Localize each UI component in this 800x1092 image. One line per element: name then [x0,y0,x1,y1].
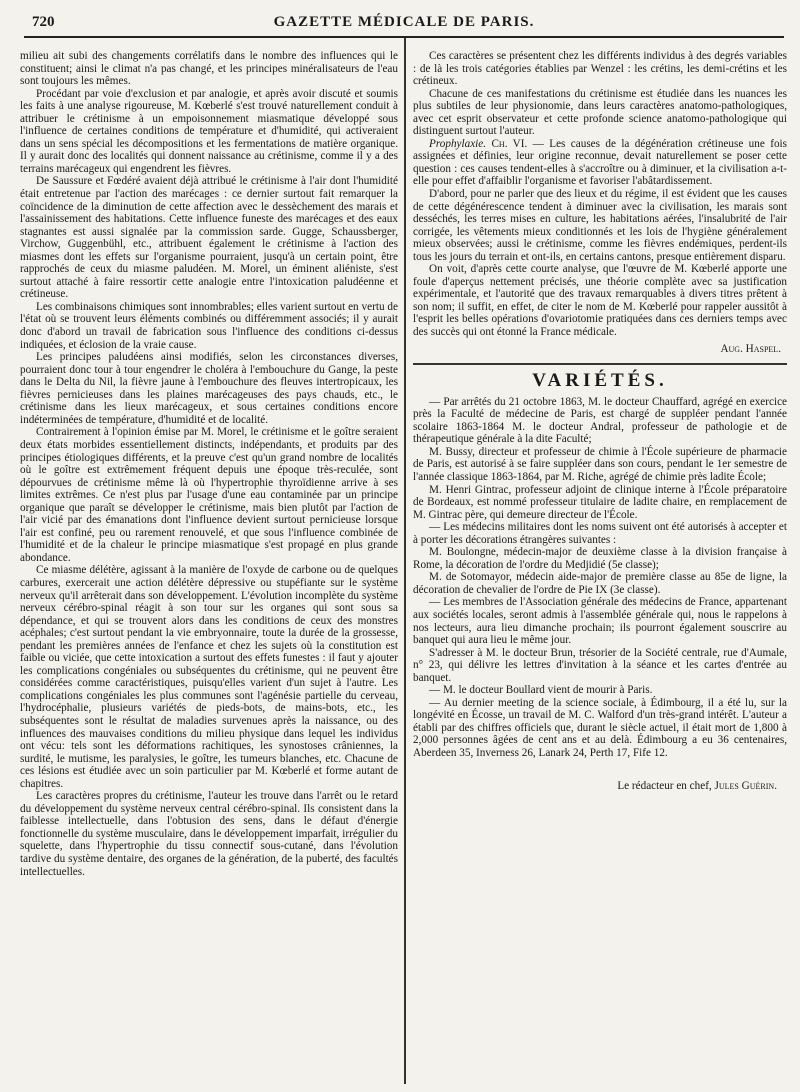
right-column [413,50,787,792]
varietes-item: — Au dernier meeting de la science sociale, à Édimbourg, il a été lu, sur la longévité en Écosse, un travail de M. C. Walford d'un très-grand intérêt. L'auteur a établi par des chiffres officiels que, durant le siècle actuel, il était mort de 1,800 à 2,000 personnes âgées de cent ans et au delà. Édimbourg a eu 36 centenaires, Aberdeen 35, Inverness 26, Lanark 24, Perth 17, Fife 12. [413,696,787,759]
right-paragraph: On voit, d'après cette courte analyse, que l'œuvre de M. Kœberlé apporte une foule d'aperçus nettement précisés, une théorie complète avec sa justification expérimentale, et l'autorité que des travaux remarquables à divers titres prêtent à son nom; il suffit, en effet, de citer le nom de M. Kœberlé pour rappeler aussitôt à l'esprit les belles opérations d'ovariotomie pratiquées dans ces derniers temps avec des succès qui ont étonné la France médicale. [413,263,787,339]
varietes-item: S'adresser à M. le docteur Brun, trésorier de la Société centrale, rue d'Aumale, n° 23, qui délivre les lettres d'invitation à la séance et les cartes d'entrée au banquet. [413,646,787,684]
journal-title: GAZETTE MÉDICALE DE PARIS. [273,14,535,30]
section-title: VARIÉTÉS. [532,370,668,392]
prophylaxie-label: Prophylaxie. [429,137,487,150]
editor-signature [413,780,787,793]
article-signature: Aug. Haspel. [720,342,781,355]
left-paragraph: Les principes paludéens ainsi modifiés, selon les circonstances diverses, pourraient donc tour à tour engendrer le choléra à l'embouchure du Gange, la peste dans le Delta du Nil, la fièvre jaune à l'embouchure des fleuves intertropicaux, les fièvres pernicieuses dans les plaines marécageuses des pays chauds, etc., le crétinisme dans les lieux marécageux, et sous certaines conditions encore indéterminées de température, d'humidité et de localité. [20,351,398,426]
varietes-item: M. Bussy, directeur et professeur de chimie à l'École supérieure de pharmacie de Paris, est autorisé à se faire suppléer dans son cours, pendant le 1er semestre de l'année classique 1863-1864, par M. Riche, agrégé de chimie près ladite École; [413,445,787,483]
right-paragraph: D'abord, pour ne parler que des lieux et du régime, il est évident que les causes de cette dégénérescence tendent à diminuer avec la civilisation, les marais sont desséchés, les terres mises en culture, les habitations aérées, l'insalubrité de l'air corrigée, les vêtements mieux conditionnés et les lois de l'hygiène généralement mieux observées; aussi le crétinisme, comme les fièvres endémiques, perdent-ils tous les jours du terrain et ont-ils, en certains cantons, presque entièrement disparu. [413,188,787,263]
prophylaxie-chapter: Ch. VI. — [486,137,544,150]
left-paragraph: Les caractères propres du crétinisme, l'auteur les trouve dans l'arrêt ou le retard du développement du système nerveux central cérébro-spinal. Ils consistent dans la faiblesse intellectuelle, dans l'obtusion des sens, dans le défaut d'énergie fonctionnelle du système musculaire, dans le développement imparfait, irrégulier du squelette, dans l'hypertrophie du tissu connectif sous-cutané, dans l'évolution tardive du système dentaire, des organes de la génération, de la puberté, des facultés intellectuelles. [20,790,398,878]
column-divider [404,38,406,1084]
prophylaxie-text: Les causes de la dégénération crétineuse une fois assignées et définies, leur origine reconnue, devait naturellement se poser cette question : ces causes tendent-elles à s'accroître ou à diminuer, et la civilisation a-t-elle pour effet d'affaiblir l'organisme et favoriser l'abâtardissement. [413,137,787,188]
varietes-item: — Par arrêtés du 21 octobre 1863, M. le docteur Chauffard, agrégé en exercice près la Faculté de médecine de Paris, est chargé de suppléer pendant l'année scolaire 1863-1864 M. le docteur Andral, professeur de pathologie et de thérapeutique générale à la dite Faculté; [413,395,787,446]
page-header [24,6,784,38]
left-column [20,50,398,878]
left-paragraph: milieu ait subi des changements corrélatifs dans le nombre des influences qui le constituent; ainsi le climat n'a pas changé, et les principes minéralisateurs de l'eau sont toujours les mêmes. [20,50,398,88]
varietes-item: — M. le docteur Boullard vient de mourir à Paris. [429,684,653,697]
editor-prefix: Le rédacteur en chef, [617,779,715,792]
right-paragraph: Chacune de ces manifestations du crétinisme est étudiée dans les nuances les plus subtiles de leur physionomie, dans leurs caractères anatomo-pathologiques, avec cet esprit observateur et cette profonde science anatomo-pathologique qui distinguent surtout l'auteur. [413,87,787,138]
left-paragraph: Les combinaisons chimiques sont innombrables; elles varient surtout en vertu de l'état où se trouvent leurs éléments combinés ou différemment associés; il y aurait donc d'abord un travail de fabrication sous l'influence des conditions ci-dessus indiquées, et éclosion de la vraie cause. [20,300,398,351]
editor-name: Jules Guérin. [714,779,777,792]
left-paragraph: De Saussure et Fœdéré avaient déjà attribué le crétinisme à l'air dont l'humidité était entretenue par l'action des marécages : ce dernier surtout fait remarquer la coïncidence de la diminution de cette affection avec le dessèchement des marais et l'assainissement des habitations. Cette influence funeste des marécages et des eaux stagnantes est aussi signalée par la commission sarde. Gugge, Schaussberger, Virchow, Guggenbühl, etc., attribuent également le crétinisme à l'action des miasmes dont les effets sur l'organisme pourraient, jusqu'à un certain point, être rapprochés de ceux du miasme paludéen. M. Morel, un éminent aliéniste, s'est surtout attaché à faire ressortir cette analogie entre l'intoxication paludéenne et crétineuse. [20,175,398,301]
left-paragraph: Contrairement à l'opinion émise par M. Morel, le crétinisme et le goître seraient deux états morbides essentiellement distincts, indépendants, et produits par des principes étiologiques différents, et la preuve c'est qu'un grand nombre de localités où le goître est extrêmement fréquent depuis une époque très-reculée, sont dépourvues de crétinisme même là où l'hypertrophie thyroïdienne arrive à ses limites extrêmes. Ce n'est plus par l'usage d'une eau contaminée par un principe organique que paraît se développer le crétinisme, mais bien plutôt par l'action de l'air vicié par des émanations dont l'influence devient surtout pernicieuse lorsque l'air est confiné, peu ou rarement renouvelé, et que sous l'influence combinée de l'humidité et de la chaleur le principe miasmatique s'est propagé en plus grande abondance. [20,426,398,564]
varietes-item: M. Henri Gintrac, professeur adjoint de clinique interne à l'École préparatoire de Bordeaux, est nommé professeur titulaire de ladite chaire, en remplacement de M. Gintrac père, qui demeure directeur de l'École. [413,483,787,521]
right-paragraph: Ces caractères se présentent chez les différents individus à des degrés variables : de là les trois catégories établies par Wenzel : les crétins, les demi-crétins et les crétineux. [413,50,787,88]
varietes-item: M. Boulongne, médecin-major de deuxième classe à la division française à Rome, la décoration de l'ordre du Medjidié (5e classe); [413,546,787,571]
section-rule [413,363,787,365]
left-paragraph: Procédant par voie d'exclusion et par analogie, et après avoir discuté et soumis les faits à une analyse rigoureuse, M. Kœberlé s'est trouvé naturellement conduit à attribuer le crétinisme à un empoisonnement miasmatique développé sous l'influence de certaines conditions de température et d'humidité, qui activeraient dans un sens spécial les décompositions et les fermentations de matière organique. Il y aurait donc des localités qui donnent naissance au crétinisme, comme il y a des terrains marécageux qui engendrent les fièvres. [20,87,398,175]
varietes-item: M. de Sotomayor, médecin aide-major de première classe au 85e de ligne, la décoration de chevalier de l'ordre de Pie IX (3e classe). [413,571,787,596]
page-number: 720 [32,14,55,30]
prophylaxie-paragraph [413,138,787,188]
left-paragraph: Ce miasme délétère, agissant à la manière de l'oxyde de carbone ou de quelques carbures, exercerait une action délétère dépressive ou stupéfiante sur le système nerveux qu'il arrêterait dans son développement. L'évolution incomplète du système nerveux cérébro-spinal réagit à son tour sur les organes qui sont sous sa dépendance, et qui se trouvent alors dans les conditions de ceux des monstres acéphales; c'est surtout pendant la vie embryonnaire, toute la durée de la grossesse, pendant les premières années de l'enfance et chez les sujets où la constitution est faible ou viciée, que cette intoxication a surtout des effets funestes : il faut y ajouter les complications congéniales ou subséquentes du crétinisme, qui ne peuvent être considérées comme caractéristiques, puisqu'elles varient d'un sujet à l'autre. Les complications congéniales les plus communes sont l'agénésie partielle du cerveau, l'hydrocéphalie, plusieurs variétés de pieds-bots, de mains-bots, etc., les subséquentes sont le résultat de maladies survenues après la naissance, ou des influences des mauvaises conditions du milieu physique dans lequel les individus ont vécu: tels sont les déformations rachitiques, les synostoses crâniennes, la surdité, le mutisme, les paralysies, le goître, les tumeurs blanches, etc. Chacune de ces lésions est étudiée avec un soin particulier par M. Kœberlé et forme autant de chapitres. [20,564,398,790]
varietes-item: — Les médecins militaires dont les noms suivent ont été autorisés à accepter et à porter les décorations étrangères suivantes : [413,521,787,546]
varietes-item: — Les membres de l'Association générale des médecins de France, appartenant aux sociétés locales, seront admis à l'assemblée générale qui, nous le rappelons à nos lecteurs, aura lieu dimanche prochain; ils pourront également souscrire au banquet qui aura lieu le même jour. [413,596,787,647]
